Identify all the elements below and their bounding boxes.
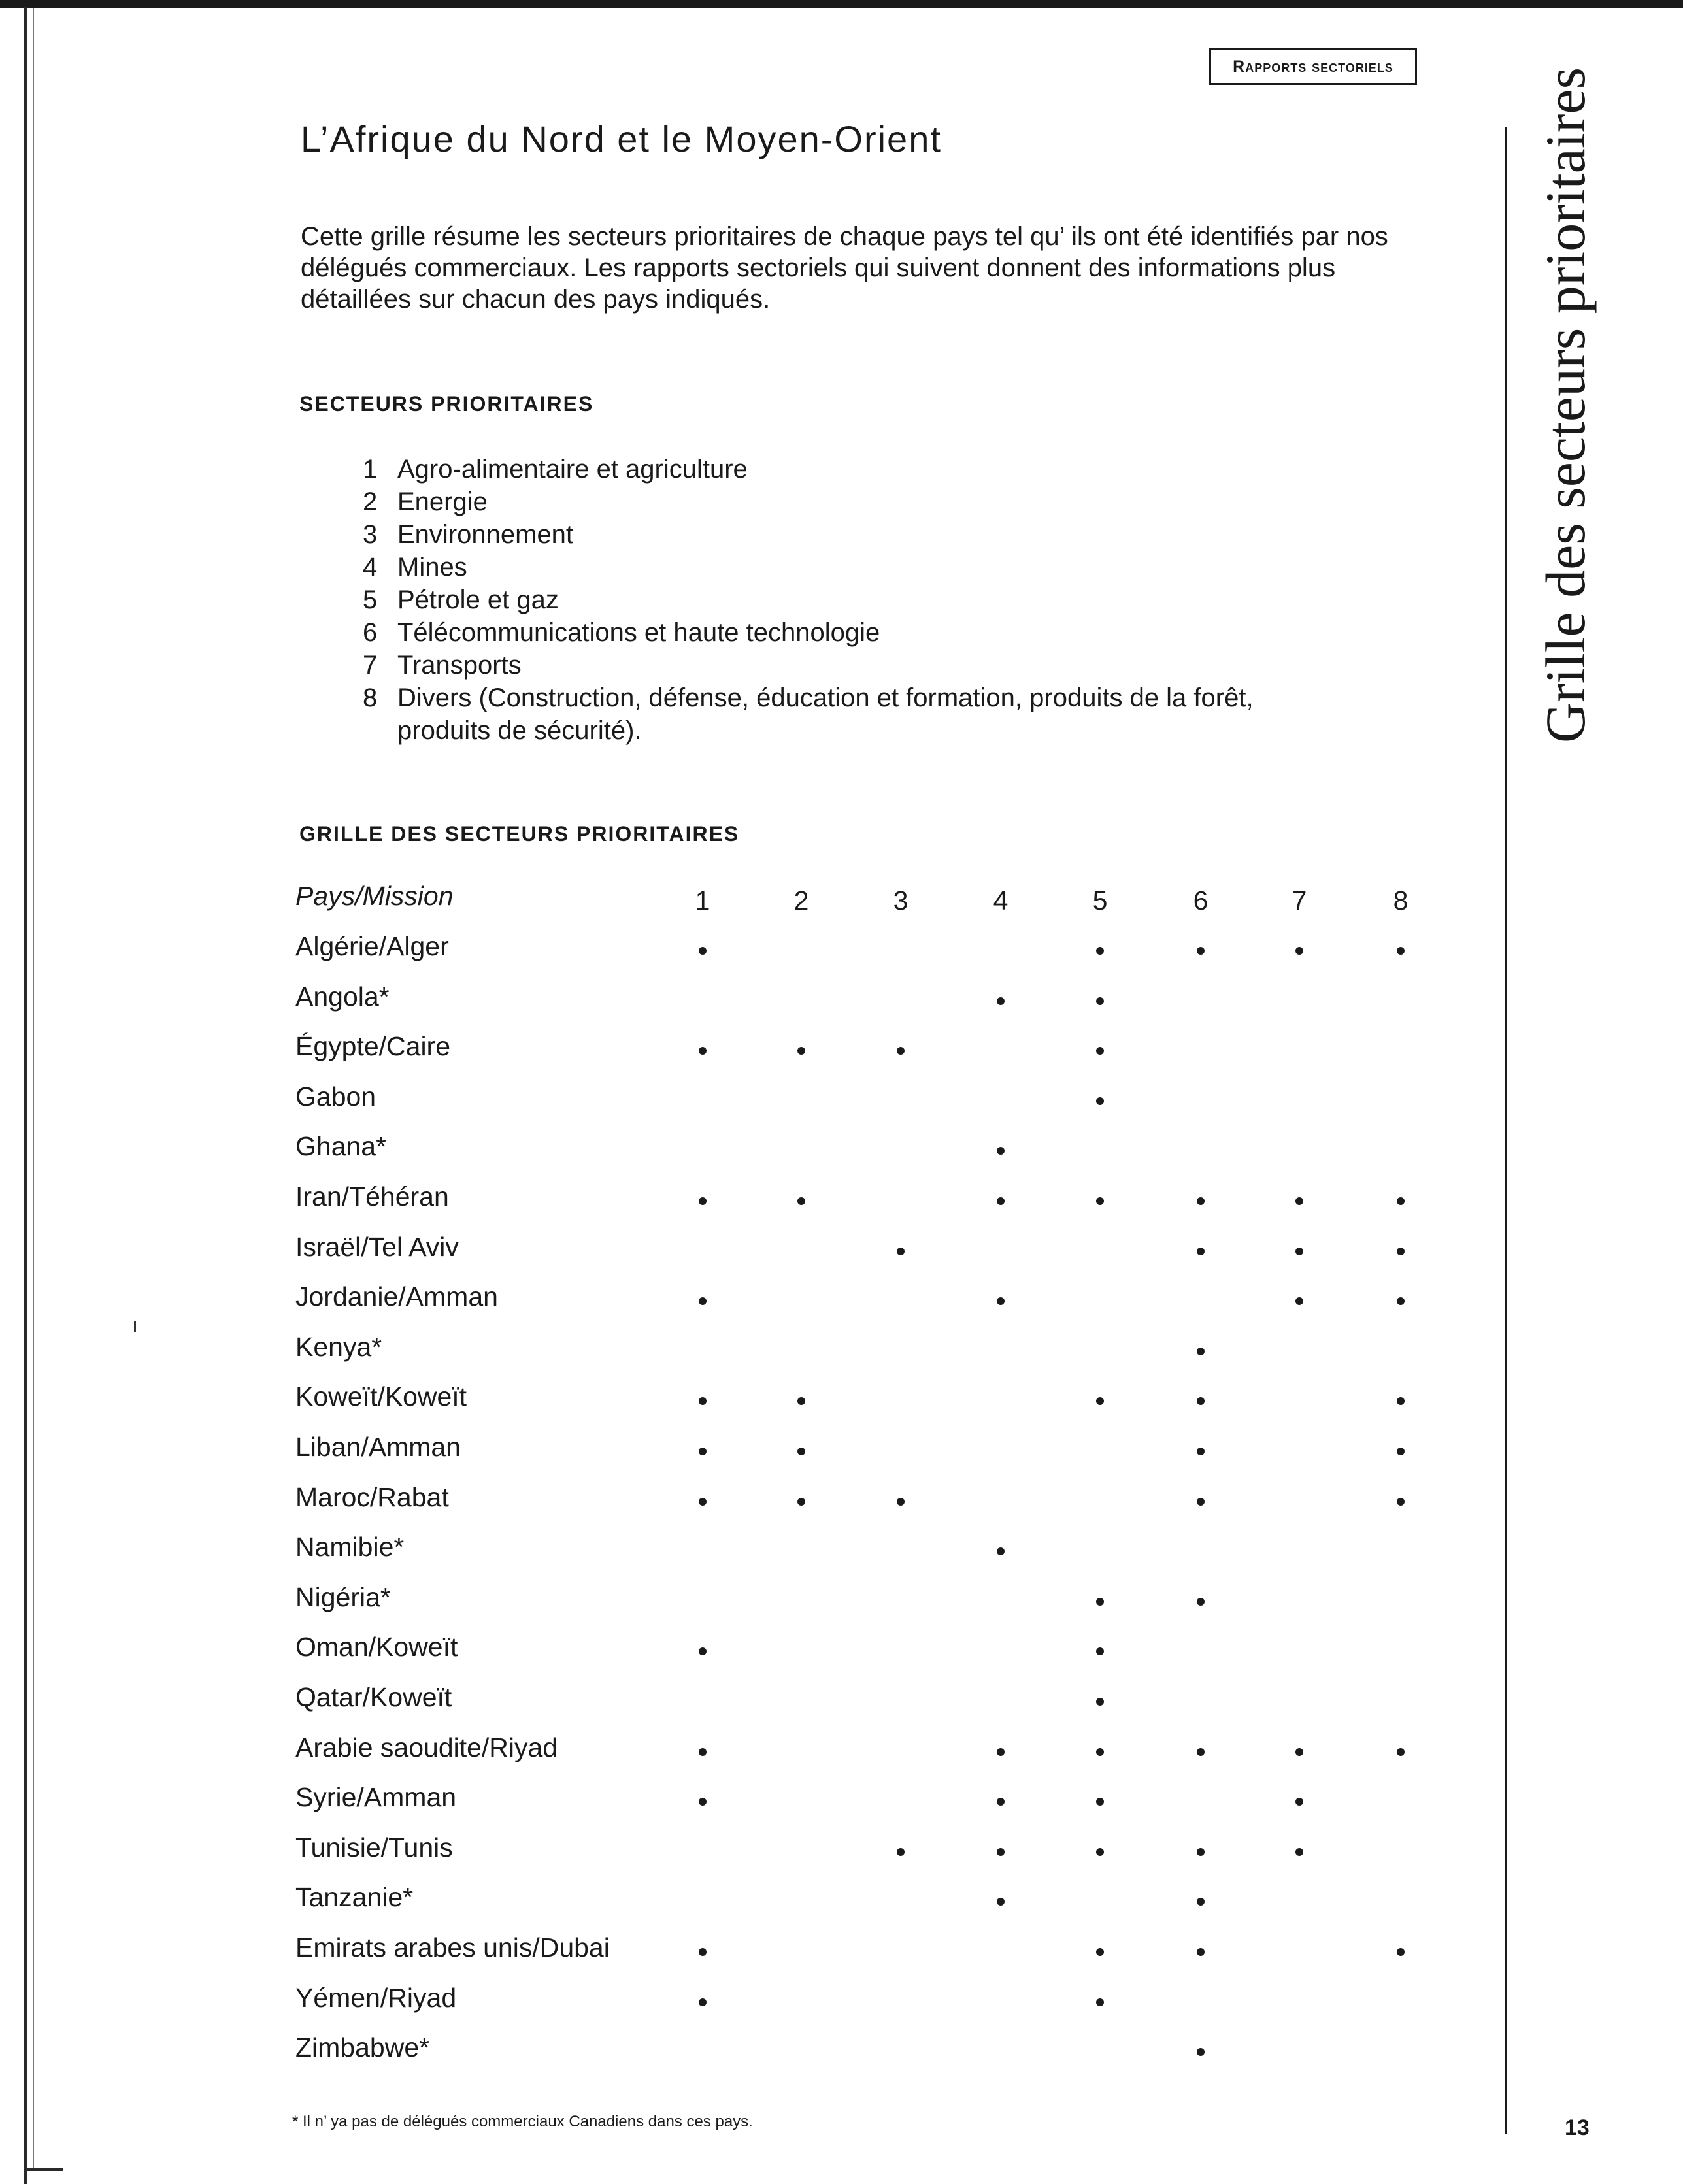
grid-dot [1096, 997, 1104, 1005]
grid-dot [1295, 1798, 1303, 1806]
grid-dot [997, 1297, 1005, 1305]
grid-country-header: Pays/Mission [295, 881, 454, 911]
sector-item [363, 682, 1343, 747]
grid-dot [997, 1748, 1005, 1756]
grid-dot [1096, 1798, 1104, 1806]
grid-country-label: Syrie/Amman [295, 1782, 457, 1813]
grid-column-header: 4 [993, 885, 1008, 916]
sectors-heading: SECTEURS PRIORITAIRES [299, 392, 594, 416]
grid-country-label: Angola* [295, 981, 390, 1012]
grid-dot [1096, 1748, 1104, 1756]
grid-dot [1096, 1598, 1104, 1606]
grid-dot [1397, 1498, 1405, 1506]
sector-label: Energie [397, 488, 488, 516]
grid-country-label: Égypte/Caire [295, 1031, 451, 1062]
sector-label: Télécommunications et haute technologie [397, 618, 880, 647]
grid-country-label: Qatar/Koweït [295, 1682, 452, 1712]
page-title: L’Afrique du Nord et le Moyen-Orient [301, 118, 942, 159]
grid-dot [1197, 947, 1205, 955]
grid-dot [1197, 1397, 1205, 1405]
sector-number: 5 [363, 586, 378, 614]
sector-item [363, 453, 1343, 486]
grid-dot [1397, 1948, 1405, 1956]
grid-dot [1397, 1748, 1405, 1756]
grid-country-label: Liban/Amman [295, 1432, 461, 1462]
grid-country-label: Tunisie/Tunis [295, 1832, 453, 1862]
grid-dot [699, 1748, 707, 1756]
grid-column-header: 3 [893, 885, 908, 916]
grid-dot [1096, 1998, 1104, 2006]
grid-country-label: Nigéria* [295, 1581, 391, 1612]
sector-item [363, 584, 1343, 616]
grid-dot [1197, 1848, 1205, 1856]
grid-dot [1295, 1748, 1303, 1756]
page-bottom-corner [24, 2168, 63, 2171]
page-number: 13 [1565, 2115, 1590, 2140]
sector-number: 7 [363, 651, 378, 680]
grid-dot [897, 1498, 905, 1506]
grid-dot [1197, 1898, 1205, 1906]
grid-dot [1197, 1748, 1205, 1756]
sector-item [363, 649, 1343, 682]
grid-column-header: 5 [1092, 885, 1108, 916]
grid-column-header: 2 [793, 885, 809, 916]
grid-dot [1197, 1448, 1205, 1455]
grid-country-label: Yémen/Riyad [295, 1982, 457, 2013]
intro-paragraph [301, 221, 1425, 315]
grid-dot [1397, 1248, 1405, 1255]
sector-number: 6 [363, 618, 378, 647]
sector-number: 4 [363, 553, 378, 582]
sector-item [363, 616, 1343, 649]
grid-dot [997, 1547, 1005, 1555]
footnote: * Il n’ ya pas de délégués commerciaux Canadiens dans ces pays. [292, 2113, 753, 2130]
grid-dot [1096, 1948, 1104, 1956]
grid-dot [699, 1397, 707, 1405]
grid-dot [1397, 1448, 1405, 1455]
grid-dot [1197, 1948, 1205, 1956]
grid-dot [1295, 947, 1303, 955]
side-rule [1505, 127, 1507, 2134]
grid-dot [1397, 947, 1405, 955]
grid-dot [699, 1798, 707, 1806]
section-badge: Rapports sectoriels [1209, 48, 1417, 85]
grid-column-header: 8 [1393, 885, 1408, 916]
grid-dot [997, 1197, 1005, 1205]
grid-dot [1096, 1698, 1104, 1706]
grid-dot [699, 1297, 707, 1305]
grid-dot [1295, 1248, 1303, 1255]
grid-dot [997, 1898, 1005, 1906]
grid-country-label: Ghana* [295, 1131, 387, 1162]
sector-label: Mines [397, 553, 467, 582]
grid-dot [797, 1047, 805, 1055]
grid-dot [797, 1448, 805, 1455]
grid-dot [997, 1848, 1005, 1856]
sector-number: 3 [363, 520, 378, 549]
grid-dot [1197, 1498, 1205, 1506]
sector-list [363, 453, 1343, 747]
grid-dot [997, 1798, 1005, 1806]
grid-dot [1397, 1297, 1405, 1305]
sector-label: Pétrole et gaz [397, 586, 559, 614]
grid-dot [797, 1498, 805, 1506]
grid-dot [797, 1397, 805, 1405]
grid-dot [699, 1948, 707, 1956]
grid-dot [699, 1047, 707, 1055]
grid-dot [1096, 947, 1104, 955]
sector-item [363, 551, 1343, 584]
side-title-container [1523, 67, 1608, 744]
grid-dot [897, 1848, 905, 1856]
sector-label: Agro-alimentaire et agriculture [397, 455, 748, 484]
sector-number: 8 [363, 684, 378, 712]
scan-mark [134, 1321, 136, 1332]
page-top-border [0, 0, 1683, 8]
grid-dot [1397, 1197, 1405, 1205]
grid-dot [1197, 1598, 1205, 1606]
grid-dot [1397, 1397, 1405, 1405]
grid-column-header: 7 [1291, 885, 1307, 916]
sector-item [363, 518, 1343, 551]
grid-dot [797, 1197, 805, 1205]
grid-country-label: Maroc/Rabat [295, 1481, 449, 1512]
grid-country-label: Arabie saoudite/Riyad [295, 1732, 558, 1762]
sector-number: 1 [363, 455, 378, 484]
grid-dot [897, 1248, 905, 1255]
grid-country-label: Iran/Téhéran [295, 1182, 449, 1212]
sector-label: Divers (Construction, défense, éducation et formation, produits de la forêt, produits de sécurité). [397, 684, 1254, 745]
grid-dot [1096, 1848, 1104, 1856]
intro-text: Cette grille résume les secteurs prioritaires de chaque pays tel qu’ ils ont été identifiés par nos délégués commerciaux. Les rapports sectoriels qui suivent donnent des informations plus détaillées sur chacun des pays indiqués. [301, 222, 1388, 314]
grid-dot [997, 1147, 1005, 1155]
grid-dot [699, 1647, 707, 1655]
grid-dot [1197, 1348, 1205, 1355]
grid-country-label: Kenya* [295, 1331, 382, 1362]
grid-country-label: Koweït/Koweït [295, 1382, 467, 1412]
grid-country-label: Israël/Tel Aviv [295, 1231, 459, 1262]
grid-heading: GRILLE DES SECTEURS PRIORITAIRES [299, 822, 740, 846]
grid-column-header: 1 [695, 885, 710, 916]
grid-dot [1096, 1647, 1104, 1655]
grid-dot [1295, 1297, 1303, 1305]
grid-dot [1197, 2048, 1205, 2056]
side-title: Grille des secteurs prioritaires [1534, 67, 1597, 744]
grid-dot [1096, 1097, 1104, 1105]
sector-label: Environnement [397, 520, 574, 549]
grid-dot [699, 1197, 707, 1205]
grid-dot [699, 1998, 707, 2006]
grid-dot [1295, 1197, 1303, 1205]
grid-country-label: Emirats arabes unis/Dubai [295, 1932, 610, 1962]
sector-number: 2 [363, 488, 378, 516]
grid-dot [699, 947, 707, 955]
page-left-border [24, 7, 27, 2184]
grid-dot [1096, 1197, 1104, 1205]
grid-dot [897, 1047, 905, 1055]
grid-dot [1197, 1248, 1205, 1255]
grid-country-label: Tanzanie* [295, 1882, 414, 1913]
grid-country-label: Algérie/Alger [295, 931, 449, 961]
grid-dot [1096, 1047, 1104, 1055]
grid-dot [997, 997, 1005, 1005]
page-left-inner-border [33, 8, 34, 2171]
grid-country-label: Namibie* [295, 1532, 405, 1563]
sector-item [363, 486, 1343, 518]
grid-dot [1295, 1848, 1303, 1856]
grid-country-label: Zimbabwe* [295, 2032, 430, 2063]
grid-dot [699, 1498, 707, 1506]
grid-dot [1197, 1197, 1205, 1205]
grid-country-label: Jordanie/Amman [295, 1282, 498, 1312]
grid-dot [699, 1448, 707, 1455]
sector-label: Transports [397, 651, 522, 680]
grid-country-label: Gabon [295, 1081, 376, 1112]
grid-dot [1096, 1397, 1104, 1405]
grid-country-label: Oman/Koweït [295, 1632, 458, 1663]
grid-column-header: 6 [1193, 885, 1208, 916]
